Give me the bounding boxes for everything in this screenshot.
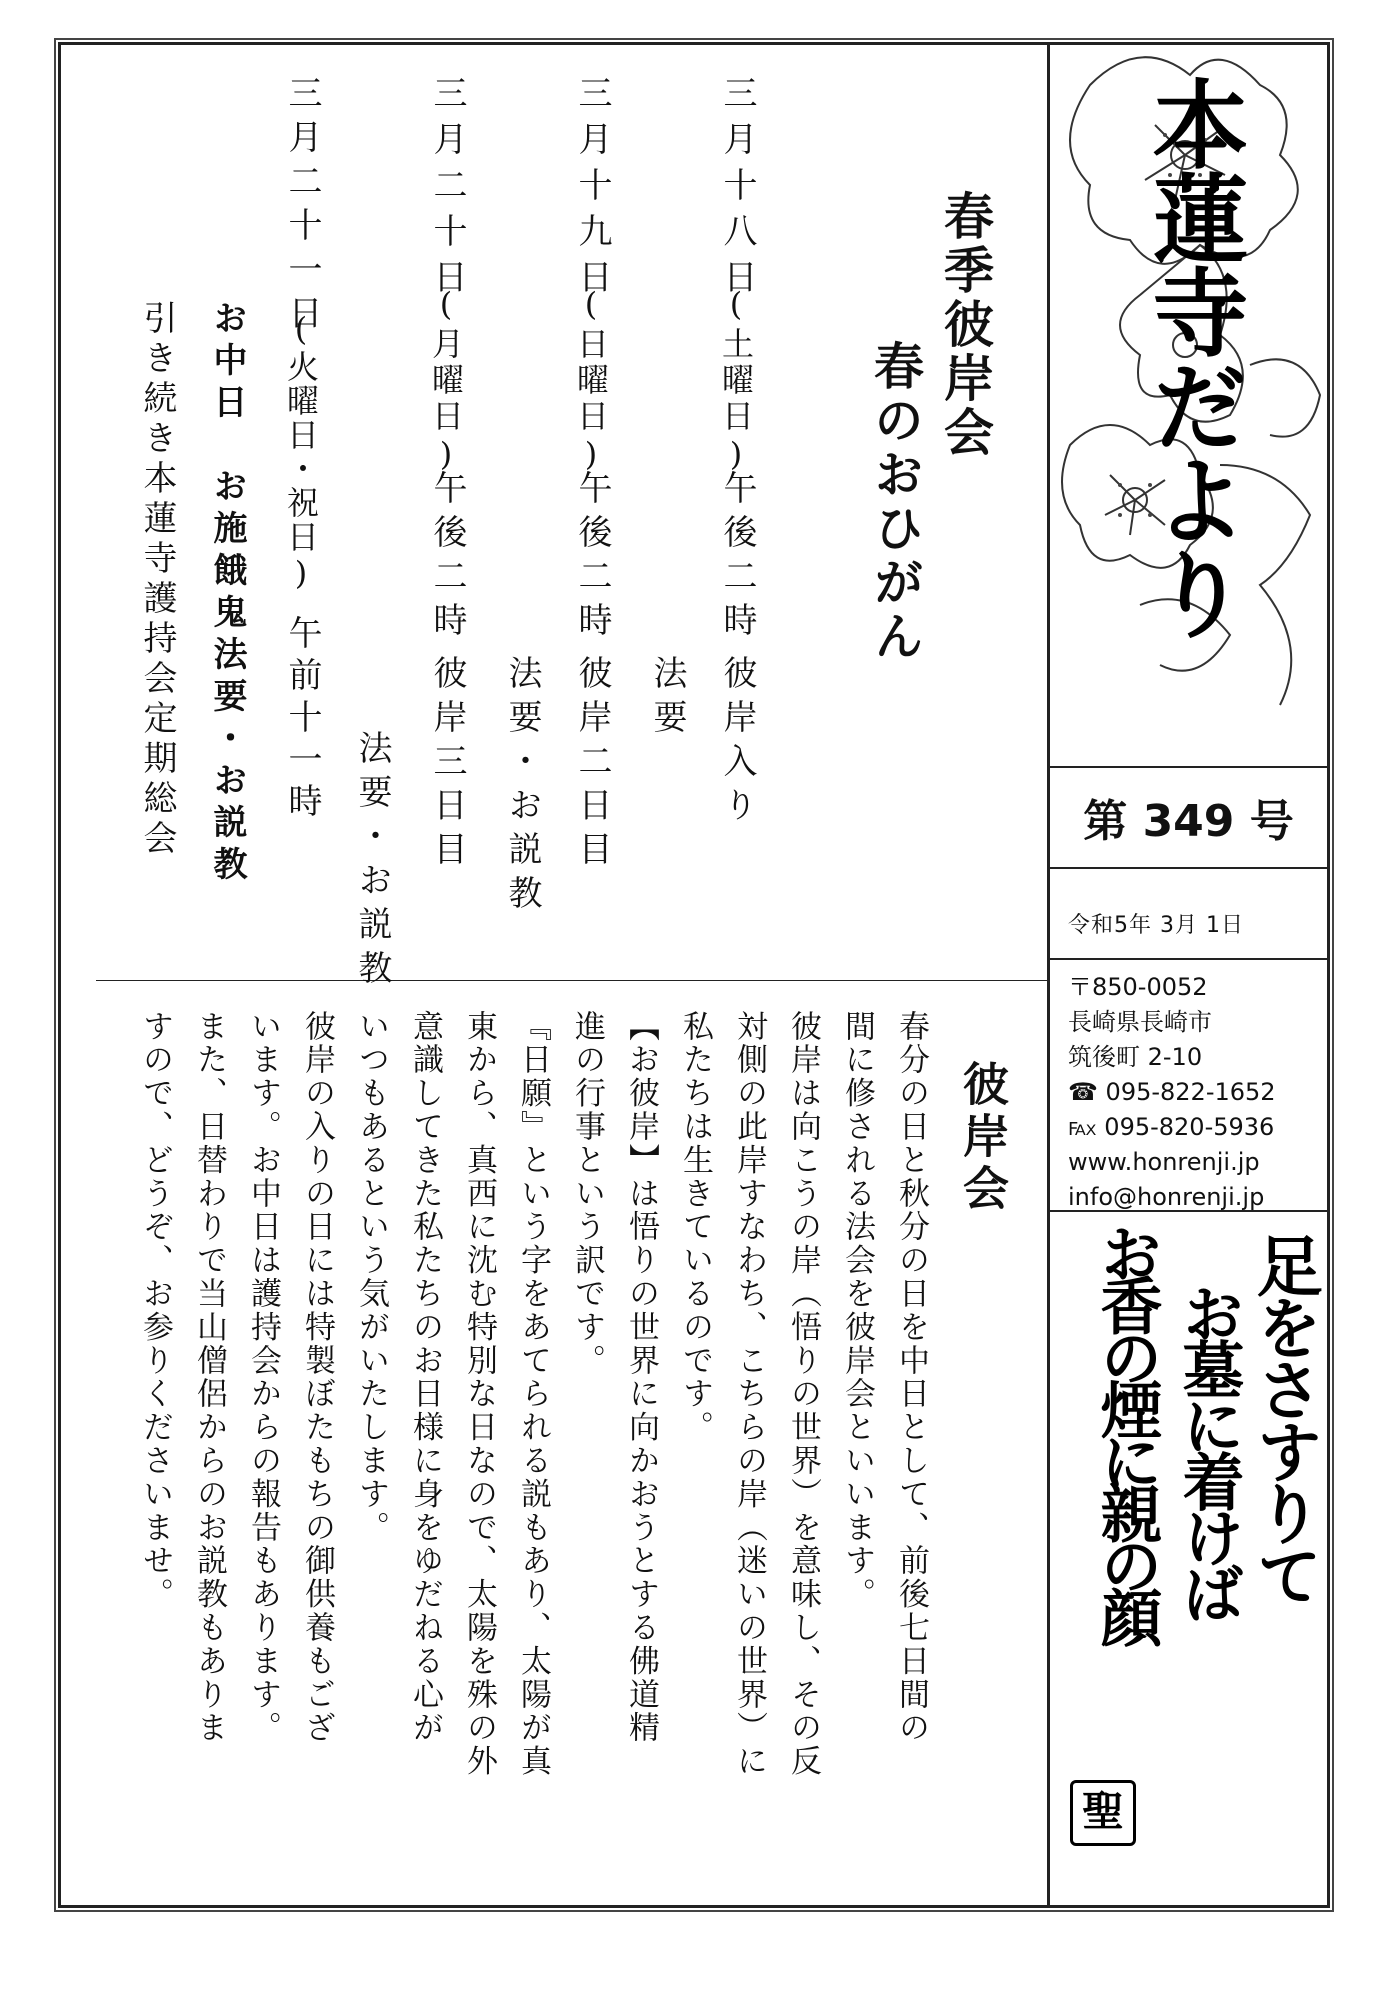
schedule-event: 彼岸二日目 — [572, 655, 612, 875]
contact-block — [1068, 970, 1276, 1215]
schedule-event: 彼岸三日目 — [427, 655, 467, 875]
section-divider — [96, 980, 1047, 981]
article-line: 対側の此岸すなわち、こちらの岸（迷いの世界）に — [731, 1010, 767, 1779]
phone-icon: ☎ — [1068, 1078, 1098, 1106]
sidebar-divider — [1047, 867, 1330, 869]
schedule-day: (日曜日) — [572, 285, 610, 477]
issue-date: 令和5年 3月 1日 — [1068, 913, 1244, 938]
schedule-event: 彼岸入り — [717, 655, 757, 831]
schedule-date: 三月十九日 — [572, 75, 612, 305]
article-line: 東から、真西に沈む特別な日なので、太陽を殊の外 — [461, 1010, 497, 1779]
article-line: すので、どうぞ、お参りくださいませ。 — [137, 1010, 173, 1612]
schedule-day: (土曜日) — [717, 285, 755, 477]
fax-icon: ℻ — [1068, 1113, 1097, 1141]
schedule-day: (火曜日・祝日) — [282, 310, 320, 594]
schedule-date: 三月二十一日 — [282, 75, 322, 339]
fax-line — [1068, 1110, 1276, 1145]
schedule-event: 法要・お説教 — [352, 730, 392, 994]
schedule-subtitle: 春のおひがん — [866, 340, 925, 664]
schedule-event: 法要 — [647, 655, 687, 743]
article-line: また、日替わりで当山僧侶からのお説教もありま — [191, 1010, 227, 1745]
postal-code: 〒850-0052 — [1068, 973, 1208, 1001]
article-line: 進の行事という訳です。 — [569, 1010, 605, 1378]
article-line: 私たちは生きているのです。 — [677, 1010, 713, 1445]
article-line: います。お中日は護持会からの報告もあります。 — [245, 1010, 281, 1745]
poem-line-1: 足をさすりて — [1245, 1232, 1323, 1604]
schedule-day: (月曜日) — [427, 285, 465, 477]
article-line: 意識してきた私たちのお日様に身をゆだねる心が — [407, 1010, 443, 1745]
article-line: 『日願』という字をあてられる説もあり、太陽が真 — [515, 1010, 551, 1779]
article-line: 春分の日と秋分の日を中日として、前後七日間の — [893, 1010, 929, 1745]
masthead — [1050, 45, 1327, 765]
schedule-time: 午前十一時 — [282, 615, 322, 825]
phone-number[interactable]: 095-822-1652 — [1105, 1078, 1276, 1106]
fax-number: 095-820-5936 — [1104, 1113, 1275, 1141]
article-line: いつもあるという気がいたします。 — [353, 1010, 389, 1545]
schedule-note: 引き続き本蓮寺護持会定期総会 — [137, 300, 177, 860]
schedule-note: お中日 お施餓鬼法要・お説教 — [207, 300, 247, 888]
schedule-time: 午後二時 — [572, 470, 612, 646]
article-line: 彼岸の入りの日には特製ぼたもちの御供養もござ — [299, 1010, 335, 1745]
article-title: 彼岸会 — [956, 1060, 1010, 1216]
schedule-title: 春季彼岸会 — [936, 190, 995, 460]
article-line: 彼岸は向こうの岸（悟りの世界）を意味し、その反 — [785, 1010, 821, 1779]
address-city: 長崎県長崎市 — [1068, 1008, 1212, 1036]
address-street: 筑後町 2-10 — [1068, 1043, 1203, 1071]
masthead-title: 本蓮寺だより — [1137, 75, 1250, 639]
schedule-time: 午後二時 — [427, 470, 467, 646]
issue-number: 第 349 号 — [1083, 796, 1294, 847]
schedule-time: 午後二時 — [717, 470, 757, 646]
schedule-date: 三月十八日 — [717, 75, 757, 305]
schedule-event: 法要・お説教 — [502, 655, 542, 919]
poem-line-3: お香の煙に親の顔 — [1090, 1222, 1163, 1638]
seal-stamp: 聖 — [1070, 1780, 1136, 1846]
website-link[interactable]: www.honrenji.jp — [1068, 1148, 1260, 1176]
article-line: 【お彼岸】は悟りの世界に向かおうとする佛道精 — [623, 1010, 659, 1745]
calligraphy-poem — [1050, 1212, 1327, 1905]
sidebar-divider — [1047, 958, 1330, 960]
schedule-date: 三月二十日 — [427, 75, 467, 305]
phone-line — [1068, 1075, 1276, 1110]
email-link[interactable]: info@honrenji.jp — [1068, 1183, 1265, 1211]
article-line: 間に修される法会を彼岸会といいます。 — [839, 1010, 875, 1612]
poem-line-2: お墓に着けば — [1172, 1282, 1245, 1618]
